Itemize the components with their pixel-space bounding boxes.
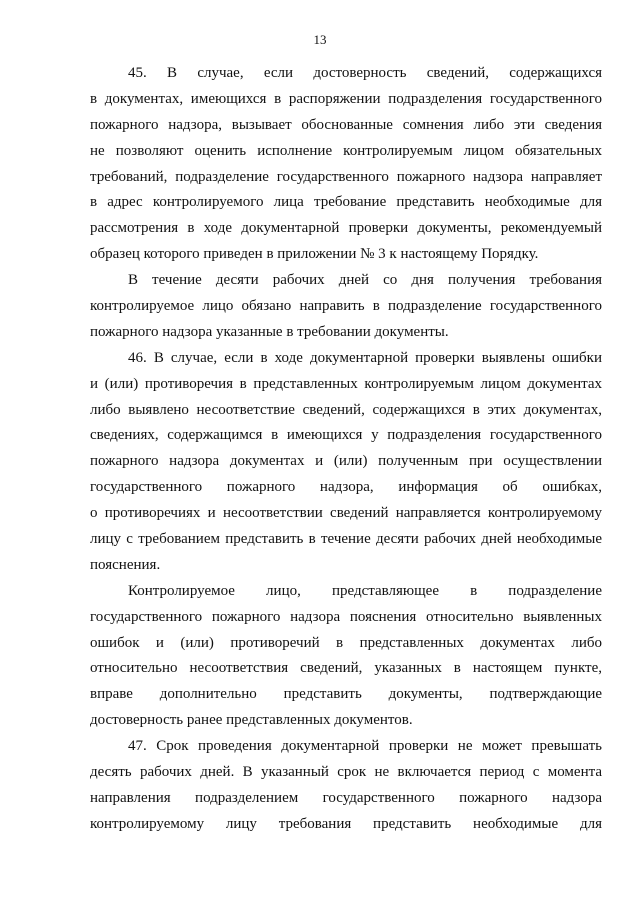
page-number: 13 (313, 32, 327, 47)
text-line: образец которого приведен в приложении № 3 к настоящему Порядку. (90, 246, 539, 263)
text-line: в адрес контролируемого лица требование представить необходимые для (90, 194, 602, 211)
text-line: достоверность ранее представленных документов. (90, 712, 413, 729)
text-line: контролируемому лицу требования представить необходимые для (90, 815, 602, 832)
text-line: либо выявлено несоответствие сведений, содержащихся в этих документах, (90, 401, 602, 418)
text-line: требований, подразделение государственного пожарного надзора направляет (90, 168, 602, 185)
text-line: о противоречиях и несоответствии сведений направляется контролируемому (90, 505, 602, 522)
text-line: государственного пожарного надзора пояснения относительно выявленных (90, 608, 602, 625)
text-line: 46. В случае, если в ходе документарной проверки выявлены ошибки (128, 349, 602, 366)
text-line: не позволяют оценить исполнение контролируемым лицом обязательных (90, 142, 602, 159)
paragraph-controlled-person (90, 579, 602, 734)
paragraph-47 (90, 734, 602, 838)
text-line: пожарного надзора указанные в требовании документы. (90, 323, 449, 340)
text-line: десять рабочих дней. В указанный срок не включается период с момента (90, 764, 602, 781)
document-body (90, 61, 602, 838)
text-line: в документах, имеющихся в распоряжении подразделения государственного (90, 90, 602, 107)
text-line: Контролируемое лицо, представляющее в подразделение (128, 582, 602, 599)
text-line: пожарного надзора документах и (или) полученным при осуществлении (90, 453, 602, 470)
text-line: лицу с требованием представить в течение десяти рабочих дней необходимые (90, 531, 602, 548)
text-line: контролируемое лицо обязано направить в подразделение государственного (90, 298, 602, 315)
text-line: и (или) противоречия в представленных контролируемым лицом документах (90, 375, 602, 392)
paragraph-46 (90, 346, 602, 579)
paragraph-deadline (90, 268, 602, 346)
text-line: пожарного надзора, вызывает обоснованные сомнения либо эти сведения (90, 116, 602, 133)
paragraph-45 (90, 61, 602, 268)
text-line: пояснения. (90, 556, 161, 573)
text-line: сведениях, содержащимся в имеющихся у подразделения государственного (90, 427, 602, 444)
text-line: рассмотрения в ходе документарной проверки документы, рекомендуемый (90, 220, 602, 237)
text-line: вправе дополнительно представить документы, подтверждающие (90, 686, 602, 703)
text-line: государственного пожарного надзора, информация об ошибках, (90, 479, 602, 496)
text-line: относительно несоответствия сведений, указанных в настоящем пункте, (90, 660, 602, 677)
text-line: 47. Срок проведения документарной проверки не может превышать (128, 738, 602, 755)
text-line: ошибок и (или) противоречий в представленных документах либо (90, 634, 602, 651)
text-line: В течение десяти рабочих дней со дня получения требования (128, 272, 602, 289)
text-line: направления подразделением государственного пожарного надзора (90, 789, 602, 806)
text-line: 45. В случае, если достоверность сведений, содержащихся (128, 65, 602, 81)
